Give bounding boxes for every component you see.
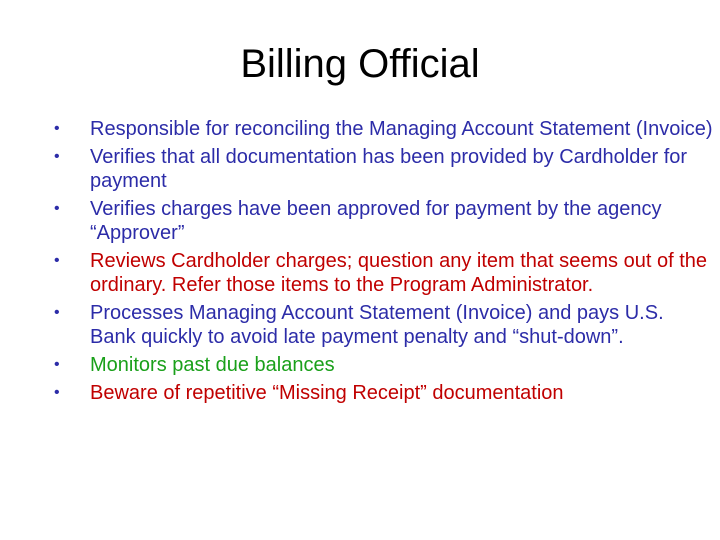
bullet-dot-icon: • — [54, 304, 60, 321]
bullet-item-process-statement — [54, 301, 714, 349]
bullet-text: Monitors past due balances — [90, 354, 335, 376]
bullet-text: Verifies charges have been approved for payment by the agency “Approver” — [90, 198, 662, 244]
bullet-item-reconcile — [54, 117, 714, 141]
bullet-dot-icon: • — [54, 120, 60, 137]
bullet-item-review-charges — [54, 249, 714, 297]
bullet-item-missing-receipt — [54, 381, 714, 405]
slide-title: Billing Official — [240, 42, 480, 86]
bullet-list — [54, 117, 714, 409]
bullet-item-approved — [54, 197, 714, 245]
bullet-dot-icon: • — [54, 200, 60, 217]
bullet-dot-icon: • — [54, 384, 60, 401]
bullet-dot-icon: • — [54, 148, 60, 165]
bullet-text: Responsible for reconciling the Managing Account Statement (Invoice) — [90, 118, 713, 140]
bullet-text: Processes Managing Account Statement (Invoice) and pays U.S. Bank quickly to avoid late payment penalty and “shut-down”. — [90, 302, 664, 348]
bullet-dot-icon: • — [54, 252, 60, 269]
bullet-item-past-due — [54, 353, 714, 377]
bullet-text: Beware of repetitive “Missing Receipt” documentation — [90, 382, 564, 404]
bullet-item-documentation — [54, 145, 714, 193]
bullet-dot-icon: • — [54, 356, 60, 373]
bullet-text: Reviews Cardholder charges; question any item that seems out of the ordinary. Refer those items to the Program Administrator. — [90, 250, 707, 296]
bullet-text: Verifies that all documentation has been provided by Cardholder for payment — [90, 146, 688, 192]
